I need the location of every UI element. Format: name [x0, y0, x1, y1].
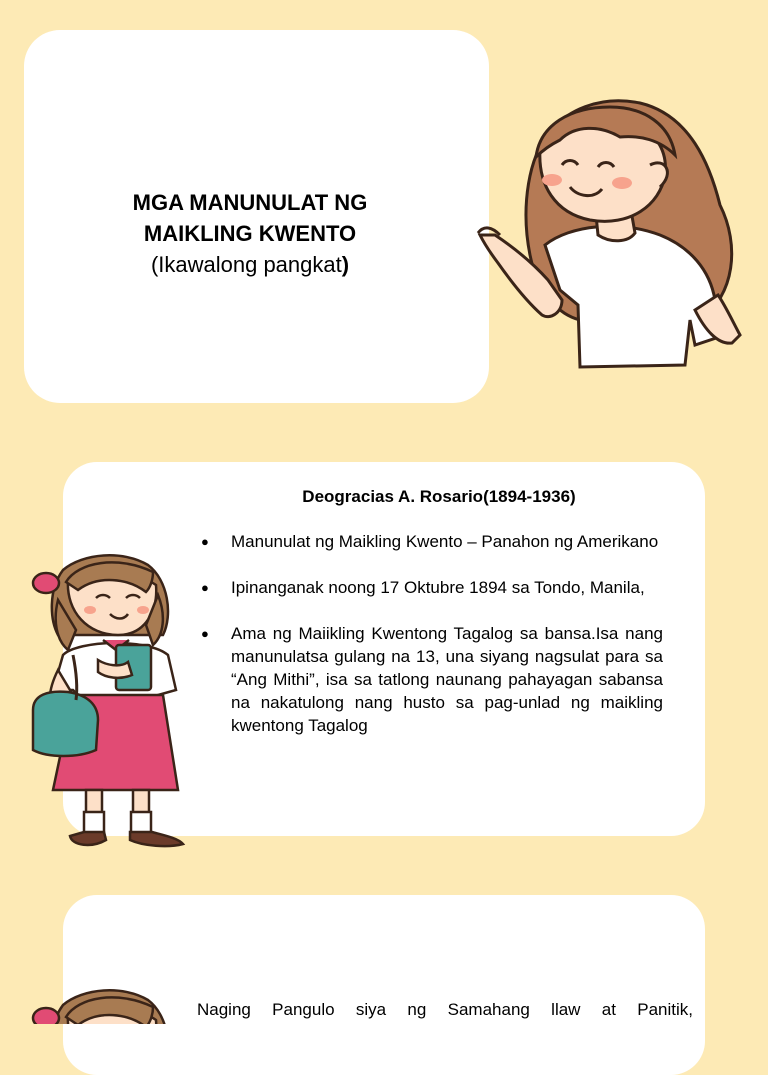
list-item [201, 622, 663, 737]
title-subtitle [0, 249, 500, 280]
list-item [201, 576, 663, 599]
bullet-icon: ● [201, 580, 209, 595]
list-item-text: Manunulat ng Maikling Kwento – Panahon ng Amerikano [231, 532, 659, 551]
list-item [201, 530, 663, 553]
subtitle-text: (Ikawalong pangkat [150, 252, 342, 277]
page-title [0, 187, 500, 280]
student-girl-icon [28, 550, 193, 860]
title-line-1: MGA MANUNULAT NG [132, 190, 368, 215]
waving-girl-icon [470, 95, 750, 375]
list-item-text: Ama ng Maiikling Kwentong Tagalog sa bansa.Isa nang manunulatsa gulang na 13, una siyang nagsulat para sa “Ang Mithi”, isa sa tatlong naunang pahayagan sabansa na nakatulong nang husto sa pag-unlad ng maikling kwentong Tagalog [231, 624, 663, 735]
continuation-text: Naging Pangulo siya ng Samahang llaw at Panitik, [197, 1000, 693, 1019]
bullet-icon: ● [201, 626, 209, 641]
subtitle-close: ) [341, 252, 350, 277]
list-item-text: Ipinanganak noong 17 Oktubre 1894 sa Tondo, Manila, [231, 578, 645, 597]
bio-list [201, 530, 663, 760]
author-name: Deogracias A. Rosario(1894-1936) [302, 487, 576, 506]
title-line-2: MAIKLING KWENTO [143, 221, 357, 246]
student-girl-icon [28, 985, 193, 1024]
bullet-icon: ● [201, 534, 209, 549]
